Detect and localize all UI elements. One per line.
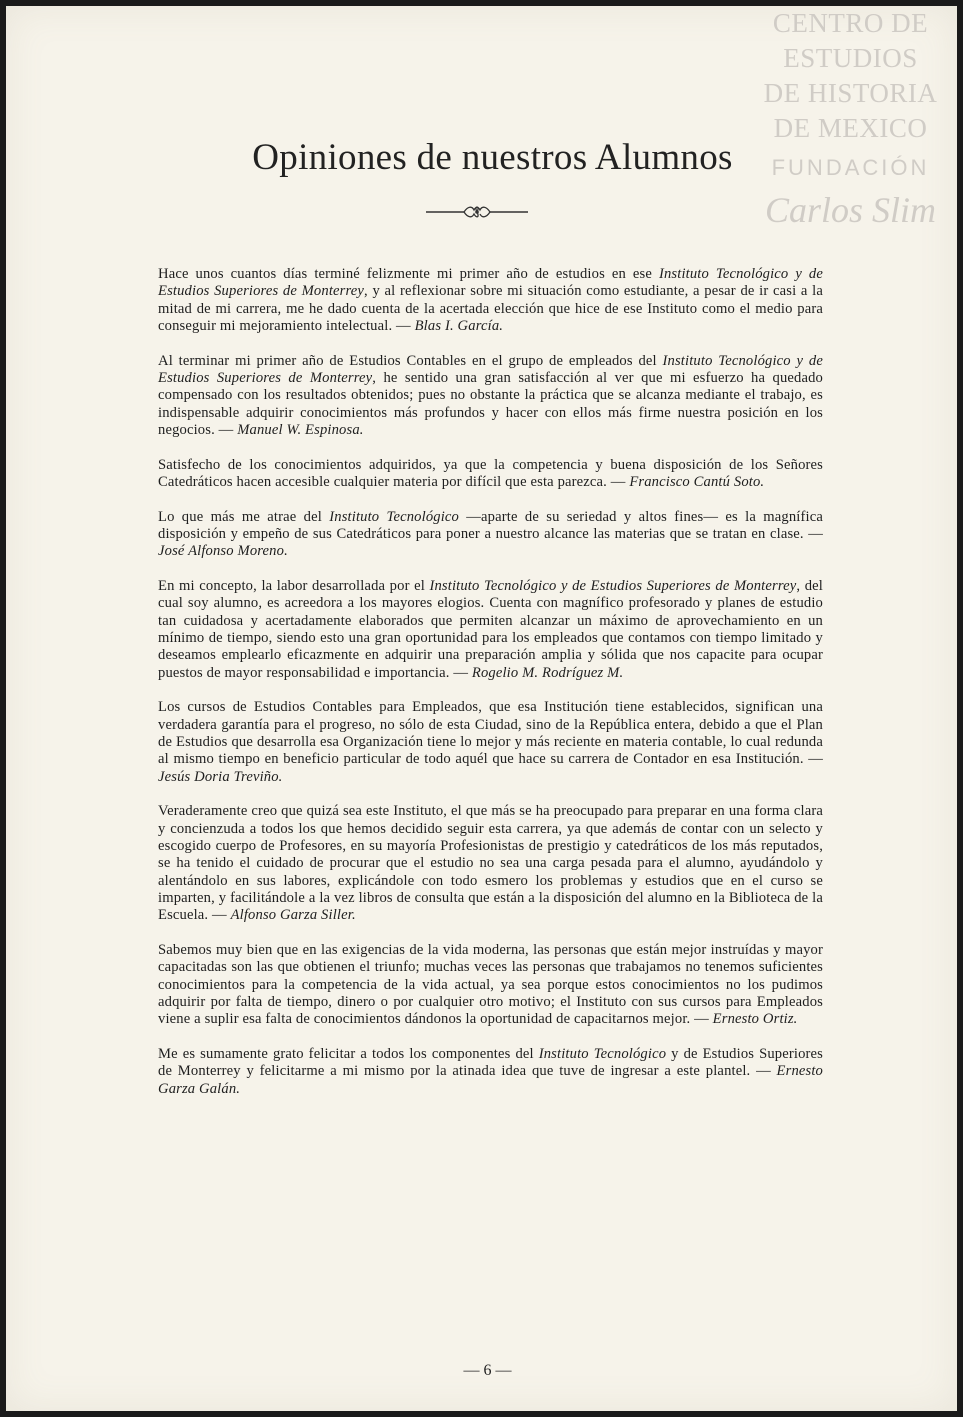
opinion-paragraph xyxy=(158,578,823,682)
italic-run: Blas I. García. xyxy=(414,317,504,334)
ornament-divider-icon xyxy=(424,203,530,221)
text-run: Me es sumamente grato felicitar a todos los componentes del xyxy=(158,1045,539,1062)
italic-run: Instituto Tecnológico xyxy=(329,508,459,525)
opinion-paragraph xyxy=(158,1046,823,1098)
opinion-paragraph xyxy=(158,509,823,561)
italic-run: Rogelio M. Rodríguez M. xyxy=(471,664,624,681)
watermark xyxy=(748,6,953,232)
text-run: —aparte de su seriedad y altos fines— es la magnífica disposición y empeño de sus Catedráticos para poner a nuestro alcance las materias que se tratan en clase. — xyxy=(158,508,823,543)
italic-run: Alfonso Garza Siller. xyxy=(230,907,356,924)
text-run: y de Estudios Superiores de Monterrey y felicitarme a mi mismo por la atinada idea que tuve de ingresar a este plantel. — xyxy=(158,1045,823,1080)
opinions-body xyxy=(158,266,823,1115)
text-run: Satisfecho de los conocimientos adquiridos, ya que la competencia y buena disposición de los Señores Catedráticos hacen accesible cualquier materia por difícil que esta parezca. — xyxy=(158,456,823,490)
italic-run: Francisco Cantú Soto. xyxy=(629,473,765,490)
text-run: Los cursos de Estudios Contables para Empleados, que esa Institución tiene establecidos, significan una verdadera garantía para el progreso, no sólo de esta Ciudad, sino de la República entera, debido a que el Plan de Estudios que desarrolla esa Organización tiene lo mejor y más reciente en materia contable, lo cual redunda al mismo tiempo en beneficio particular de todo aquél que hace su carrera de Contador en esa Institución. — xyxy=(158,699,823,768)
opinion-paragraph xyxy=(158,457,823,492)
text-run: Hace unos cuantos días terminé felizmente mi primer año de estudios en ese xyxy=(158,266,659,282)
text-run: , y al reflexionar sobre mi situación como estudiante, a pesar de ir casi a la mitad de mi carrera, me he dado cuenta de la acertada elección que hice de ese Instituto como el medio para conseguir mi mejoramiento intelectual. — xyxy=(158,283,823,334)
watermark-foundation: FUNDACIÓN xyxy=(771,155,930,180)
watermark-line: CENTRO DE xyxy=(772,8,929,38)
text-run: , del cual soy alumno, es acreedora a los mayores elogios. Cuenta con magnífico profesorado y planes de estudio tan cuidadosa y acertadamente elaborados que permiten alcanzar un máximo de aprovechamiento en un mínimo de tiempo, siendo esto una gran oportunidad para los empleados que contamos con tiempo limitado y deseamos emplearlo eficazmente en adquirir una preparación amplia y sólida que nos capacite para ocupar puestos de mayor responsabilidad e importancia. — xyxy=(158,578,823,681)
italic-run: Ernesto Garza Galán. xyxy=(158,1063,823,1097)
italic-run: José Alfonso Moreno. xyxy=(158,543,288,560)
italic-run: Manuel W. Espinosa. xyxy=(237,421,364,438)
text-run: , he sentido una gran satisfacción al ver que mi esfuerzo ha quedado compensado con los resultados obtenidos; pues no obstante la práctica que se alcanza mediante el trabajo, es indispensable adquirir conocimientos más profundos y hacer con ellos más firme nuestra posición en los negocios. — xyxy=(158,369,824,438)
watermark-line: DE MEXICO xyxy=(773,113,928,143)
watermark-signature: Carlos Slim xyxy=(764,190,937,230)
text-run: Al terminar mi primer año de Estudios Contables en el grupo de empleados del xyxy=(158,352,663,369)
text-run: Sabemos muy bien que en las exigencias de la vida moderna, las personas que están mejor instruídas y mayor capacitadas son las que obtienen el triunfo; muchas veces las personas que trabajamos no tenemos suficientes conocimientos para la competencia de la vida actual, ya sea porque estos conocimientos no los pudimos adquirir por falta de tiempo, dinero o por cualquier otro motivo; el Instituto con sus cursos para Empleados viene a suplir esa falta de conocimientos dándonos la oportunidad de capacitarnos mejor. — xyxy=(158,942,823,1028)
page-title: Opiniones de nuestros Alumnos xyxy=(252,137,733,178)
opinion-paragraph xyxy=(158,942,823,1028)
watermark-line: DE HISTORIA xyxy=(763,78,938,108)
page-number: — 6 — xyxy=(463,1362,512,1379)
italic-run: Ernesto Ortiz. xyxy=(712,1011,798,1028)
italic-run: Instituto Tecnológico y de Estudios Superiores de Monterrey xyxy=(158,266,823,300)
opinion-paragraph xyxy=(158,803,823,924)
text-run: En mi concepto, la labor desarrollada por el xyxy=(158,578,430,595)
italic-run: Instituto Tecnológico y de Estudios Superiores de Monterrey xyxy=(158,352,823,386)
italic-run: Jesús Doria Treviño. xyxy=(158,768,283,785)
opinion-paragraph xyxy=(158,353,823,439)
italic-run: Instituto Tecnológico y de Estudios Superiores de Monterrey xyxy=(429,578,797,595)
text-run: Lo que más me atrae del xyxy=(158,508,330,525)
document-page xyxy=(6,6,957,1411)
opinion-paragraph xyxy=(158,266,823,335)
text-run: Veraderamente creo que quizá sea este Instituto, el que más se ha preocupado para preparar en una forma clara y concienzuda a todos los que hemos decidido seguir esta carrera, ya que además de contar con un selecto y escogido cuerpo de Profesores, en su mayoría Profesionistas de prestigio y catedráticos de los más reputados, se ha tenido el cuidado de procurar que el estudio no sea una carga pesada para el alumno, ayudándolo y alentándolo en sus labores, explicándole con todo esmero los problemas y estudios que en el curso se imparten, y facilitándole a la vez libros de consulta que están a la disposición del alumno en la Biblioteca de la Escuela. — xyxy=(158,803,823,924)
italic-run: Instituto Tecnológico xyxy=(538,1045,667,1062)
opinion-paragraph xyxy=(158,699,823,785)
watermark-line: ESTUDIOS xyxy=(783,43,918,73)
